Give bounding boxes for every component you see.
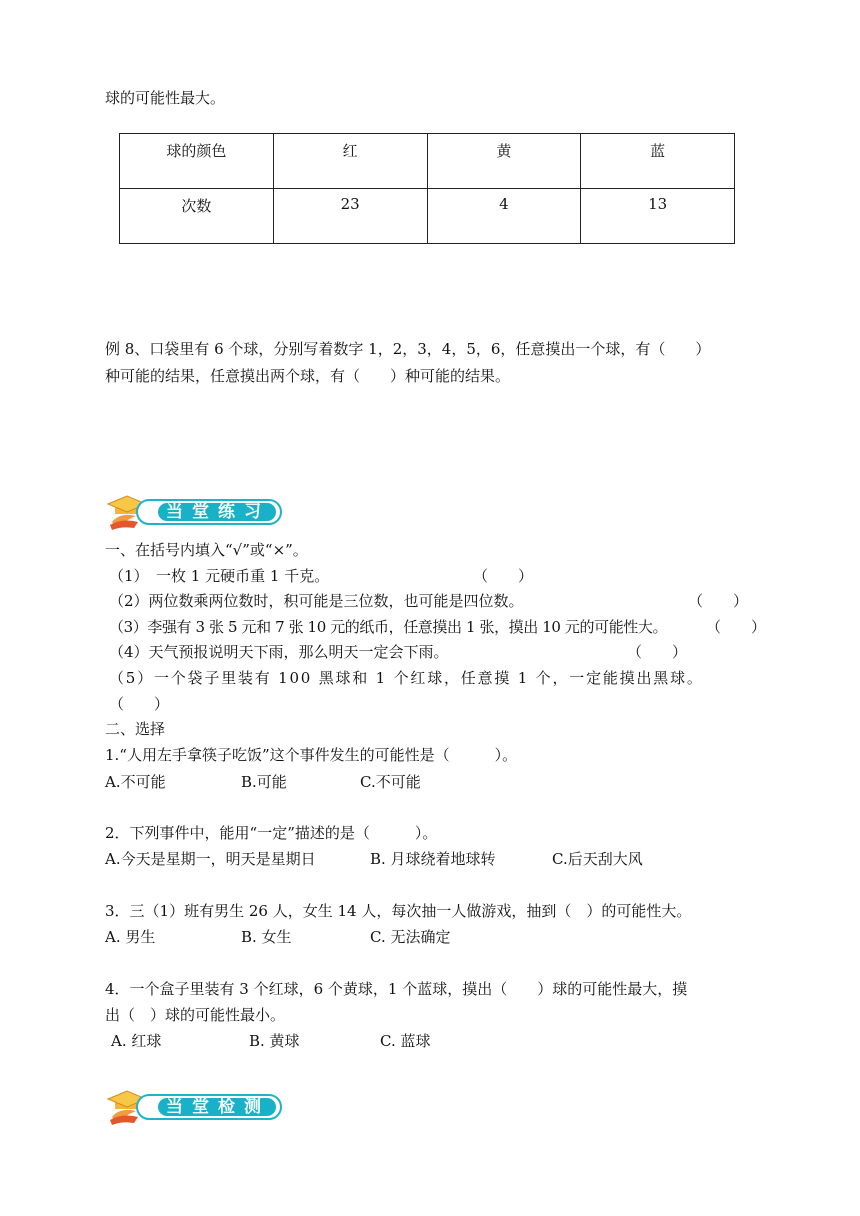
q4-option-c: C. 蓝球	[380, 1032, 431, 1050]
table-cell: 23	[273, 189, 427, 244]
q2-option-c: C.后天刮大风	[552, 850, 643, 868]
q1-option-c: C.不可能	[360, 773, 421, 791]
table-row	[120, 189, 735, 244]
table-cell: 次数	[120, 189, 274, 244]
q4-line2: 出（ ）球的可能性最小。	[105, 1006, 286, 1024]
q4-option-b: B. 黄球	[249, 1032, 300, 1050]
part1-item-3-bracket: （ ）	[706, 618, 767, 636]
ball-count-table	[119, 133, 735, 244]
table-header-cell: 红	[273, 134, 427, 189]
q1-option-b: B.可能	[241, 773, 287, 791]
part2-heading: 二、选择	[105, 720, 166, 738]
part1-item-3: （3）李强有 3 张 5 元和 7 张 10 元的纸币，任意摸出 1 张，摸出 10 元的可能性大。	[109, 618, 668, 636]
table-header-cell: 黄	[427, 134, 581, 189]
part1-item-2-bracket: （ ）	[688, 592, 749, 610]
part1-item-4-bracket: （ ）	[627, 643, 688, 661]
practice-banner	[106, 492, 282, 532]
test-banner	[106, 1087, 282, 1127]
q2-stem: 2．下列事件中，能用“一定”描述的是（ ）。	[105, 824, 438, 842]
part1-item-5-bracket: （ ）	[109, 695, 170, 713]
test-banner-title: 当堂检测	[166, 1097, 270, 1117]
q4-option-a: A. 红球	[111, 1032, 162, 1050]
table-header-cell: 球的颜色	[120, 134, 274, 189]
table-cell: 4	[427, 189, 581, 244]
q2-option-a: A.今天是星期一，明天是星期日	[105, 850, 316, 868]
q4-line1: 4．一个盒子里装有 3 个红球，6 个黄球，1 个蓝球，摸出（ ）球的可能性最大，摸	[105, 980, 688, 998]
q1-stem: 1.“人用左手拿筷子吃饭”这个事件发生的可能性是（ ）。	[105, 746, 518, 764]
q2-option-b: B. 月球绕着地球转	[370, 850, 496, 868]
part1-item-2: （2）两位数乘两位数时，积可能是三位数，也可能是四位数。	[109, 592, 524, 610]
q3-stem: 3．三（1）班有男生 26 人，女生 14 人，每次抽一人做游戏，抽到（ ）的可能性大。	[105, 902, 692, 920]
q3-option-b: B. 女生	[241, 928, 292, 946]
table-cell: 13	[581, 189, 735, 244]
q1-option-a: A.不可能	[105, 773, 166, 791]
part1-item-1-bracket: （ ）	[473, 567, 534, 585]
example8-line1: 例 8、口袋里有 6 个球，分别写着数字 1，2，3，4，5，6，任意摸出一个球，有（ ）	[105, 340, 711, 358]
q3-option-c: C. 无法确定	[370, 928, 451, 946]
table-header-cell: 蓝	[581, 134, 735, 189]
part1-item-4: （4）天气预报说明天下雨，那么明天一定会下雨。	[109, 643, 449, 661]
part1-item-5: （5）一个袋子里装有 100 黑球和 1 个红球，任意摸 1 个，一定能摸出黑球。	[109, 669, 704, 687]
part1-heading: 一、在括号内填入“√”或“×”。	[105, 541, 308, 559]
part1-item-1: （1） 一枚 1 元硬币重 1 千克。	[109, 567, 330, 585]
intro-tail-text: 球的可能性最大。	[105, 89, 226, 107]
practice-banner-title: 当堂练习	[166, 502, 270, 522]
example8-line2: 种可能的结果，任意摸出两个球，有（ ）种可能的结果。	[105, 367, 511, 385]
q3-option-a: A. 男生	[105, 928, 156, 946]
table-row	[120, 134, 735, 189]
